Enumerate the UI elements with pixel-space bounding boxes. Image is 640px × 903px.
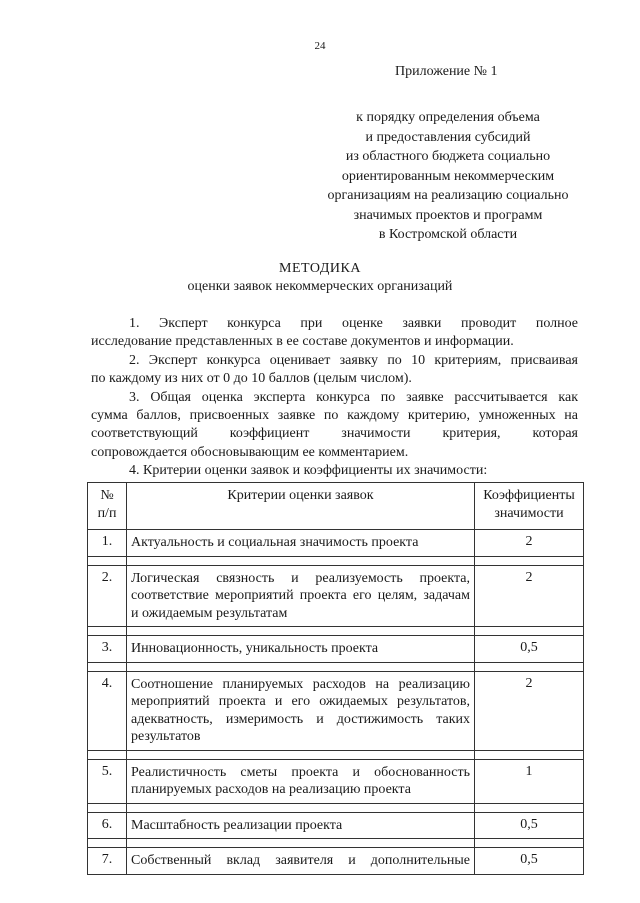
row-coefficient: 0,5 <box>475 848 584 875</box>
criteria-table <box>87 482 584 875</box>
table-row <box>88 636 584 663</box>
row-coefficient: 0,5 <box>475 812 584 839</box>
appendix-line: и предоставления субсидий <box>365 129 531 145</box>
row-coefficient: 2 <box>475 565 584 627</box>
body-line: сумма баллов, присвоенных заявке по каждому критерию, умноженных на <box>91 407 578 423</box>
row-criterion <box>127 848 475 875</box>
row-gap <box>88 839 584 848</box>
appendix-line: к порядку определения объема <box>356 110 540 125</box>
row-number: 5. <box>88 759 127 803</box>
header-num: № п/п <box>88 483 127 530</box>
table-row <box>88 565 584 627</box>
body-line: 3. Общая оценка эксперта конкурса по заявке рассчитывается как <box>129 389 578 405</box>
row-coefficient: 2 <box>475 530 584 557</box>
criterion-line: соответствие мероприятий проекта его целям, задачам <box>131 588 470 603</box>
header-criteria: Критерии оценки заявок <box>127 483 475 530</box>
row-number: 2. <box>88 565 127 627</box>
row-coefficient: 2 <box>475 671 584 750</box>
criterion-line: мероприятий проекта и его ожидаемых результатов, <box>131 694 470 709</box>
row-criterion <box>127 636 475 663</box>
row-criterion <box>127 812 475 839</box>
row-gap <box>88 750 584 759</box>
body-line: соответствующий коэффициент значимости критерия, которая <box>91 426 578 442</box>
body-line: 4. Критерии оценки заявок и коэффициенты их значимости: <box>129 463 488 479</box>
row-coefficient: 0,5 <box>475 636 584 663</box>
table-row <box>88 671 584 750</box>
table-row <box>88 812 584 839</box>
criterion-line: Масштабность реализации проекта <box>131 817 343 833</box>
appendix-line: организациям на реализацию социально <box>327 188 569 203</box>
criterion-line: адекватность, измеримость и достижимость таких <box>131 711 470 727</box>
row-criterion <box>127 530 475 557</box>
appendix-line: ориентированным некоммерческим <box>341 168 555 184</box>
body-line: 2. Эксперт конкурса оценивает заявку по 10 критериям, присваивая <box>129 352 578 368</box>
criterion-line: Реалистичность сметы проекта и обоснованность <box>131 764 470 780</box>
appendix-line: в Костромской области <box>378 227 518 242</box>
criterion-line: Актуальность и социальная значимость проекта <box>131 535 419 550</box>
page-number: 24 <box>314 40 326 52</box>
row-criterion <box>127 565 475 627</box>
body-text <box>91 315 578 481</box>
appendix-title: Приложение № 1 <box>395 64 498 79</box>
methodology-subtitle: оценки заявок некоммерческих организаций <box>187 279 453 294</box>
table-row <box>88 530 584 557</box>
table-row <box>88 848 584 875</box>
body-line: сопровождается обосновывающим ее комментарием. <box>91 444 409 460</box>
row-gap <box>88 556 584 565</box>
row-number: 1. <box>88 530 127 557</box>
criterion-line: планируемых расходов на реализацию проекта <box>131 782 411 797</box>
row-criterion <box>127 759 475 803</box>
row-number: 4. <box>88 671 127 750</box>
criterion-line: Инновационность, уникальность проекта <box>131 641 379 656</box>
methodology-title: МЕТОДИКА <box>279 261 361 276</box>
row-gap <box>88 662 584 671</box>
appendix-line: из областного бюджета социально <box>345 149 551 164</box>
header-coef: Коэффициенты значимости <box>475 483 584 530</box>
table-row <box>88 759 584 803</box>
row-number: 7. <box>88 848 127 875</box>
criterion-line: Соотношение планируемых расходов на реализацию <box>131 676 470 692</box>
criterion-line: Логическая связность и реализуемость проекта, <box>131 570 470 586</box>
row-number: 6. <box>88 812 127 839</box>
criterion-line: Собственный вклад заявителя и дополнительные <box>131 853 470 868</box>
row-coefficient: 1 <box>475 759 584 803</box>
row-criterion <box>127 671 475 750</box>
table-header-row <box>88 483 584 530</box>
appendix-line: значимых проектов и программ <box>353 207 543 223</box>
body-line: по каждому из них от 0 до 10 баллов (целым числом). <box>91 371 412 387</box>
row-gap <box>88 627 584 636</box>
row-number: 3. <box>88 636 127 663</box>
appendix-subtitle <box>312 108 584 245</box>
criterion-line: результатов <box>131 729 201 744</box>
body-line: исследование представленных в ее составе документов и информации. <box>91 334 514 350</box>
row-gap <box>88 803 584 812</box>
criterion-line: и ожидаемым результатам <box>131 605 288 621</box>
body-line: 1. Эксперт конкурса при оценке заявки проводит полное <box>129 316 578 331</box>
